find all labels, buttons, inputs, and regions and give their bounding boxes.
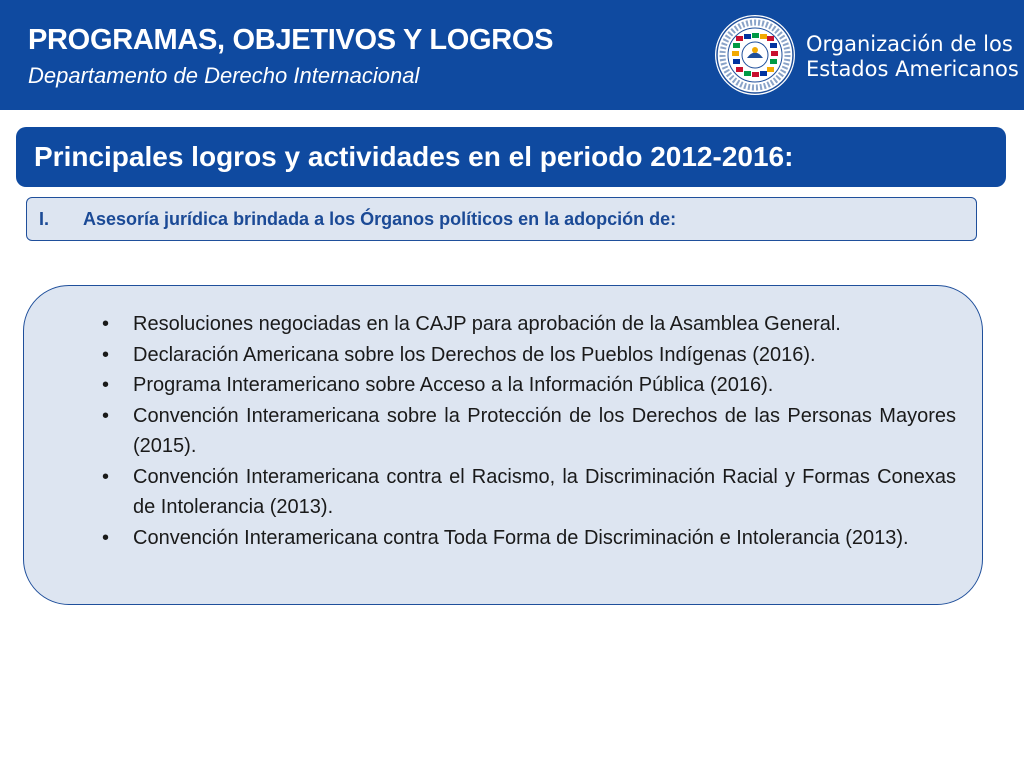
page-title: PROGRAMAS, OBJETIVOS Y LOGROS [28, 24, 554, 56]
oas-seal-icon [714, 14, 796, 96]
list-item [102, 370, 956, 401]
bullet-icon: • [102, 404, 110, 427]
organization-name-line1: Organización de los [806, 32, 1013, 56]
list-item-text: Resoluciones negociadas en la CAJP para aprobación de la Asamblea General. [133, 313, 841, 335]
organization-name-line2: Estados Americanos [806, 57, 1019, 81]
page-subtitle: Departamento de Derecho Internacional [28, 63, 420, 88]
subsection-numeral: I. [39, 209, 50, 229]
organization-name [806, 32, 1019, 82]
list-item-text: Convención Interamericana contra el Racismo, la Discriminación Racial y Formas Conexas de Intolerancia (2013). [133, 465, 956, 518]
list-item-text: Convención Interamericana contra Toda Forma de Discriminación e Intolerancia (2013). [133, 526, 909, 549]
bullet-icon: • [102, 313, 110, 335]
bullet-icon: • [102, 526, 110, 549]
section-title: Principales logros y actividades en el periodo 2012-2016: [34, 141, 794, 172]
list-item [102, 309, 956, 340]
subsection-heading-bar [26, 197, 977, 241]
list-item-text: Convención Interamericana sobre la Protección de los Derechos de las Personas Mayores (2015). [133, 404, 956, 457]
bullet-icon: • [102, 343, 110, 366]
bullet-icon: • [102, 374, 110, 396]
content-panel [23, 285, 983, 605]
list-item [102, 523, 956, 554]
list-item [102, 340, 956, 371]
section-heading-bar [16, 127, 1006, 187]
list-item [102, 462, 956, 523]
achievements-list [102, 309, 956, 553]
subsection-title: Asesoría jurídica brindada a los Órganos políticos en la adopción de: [83, 209, 677, 229]
bullet-icon: • [102, 465, 110, 488]
header-banner [0, 0, 1024, 110]
list-item-text: Programa Interamericano sobre Acceso a la Información Pública (2016). [133, 374, 774, 396]
list-item [102, 401, 956, 462]
list-item-text: Declaración Americana sobre los Derechos de los Pueblos Indígenas (2016). [133, 343, 816, 366]
